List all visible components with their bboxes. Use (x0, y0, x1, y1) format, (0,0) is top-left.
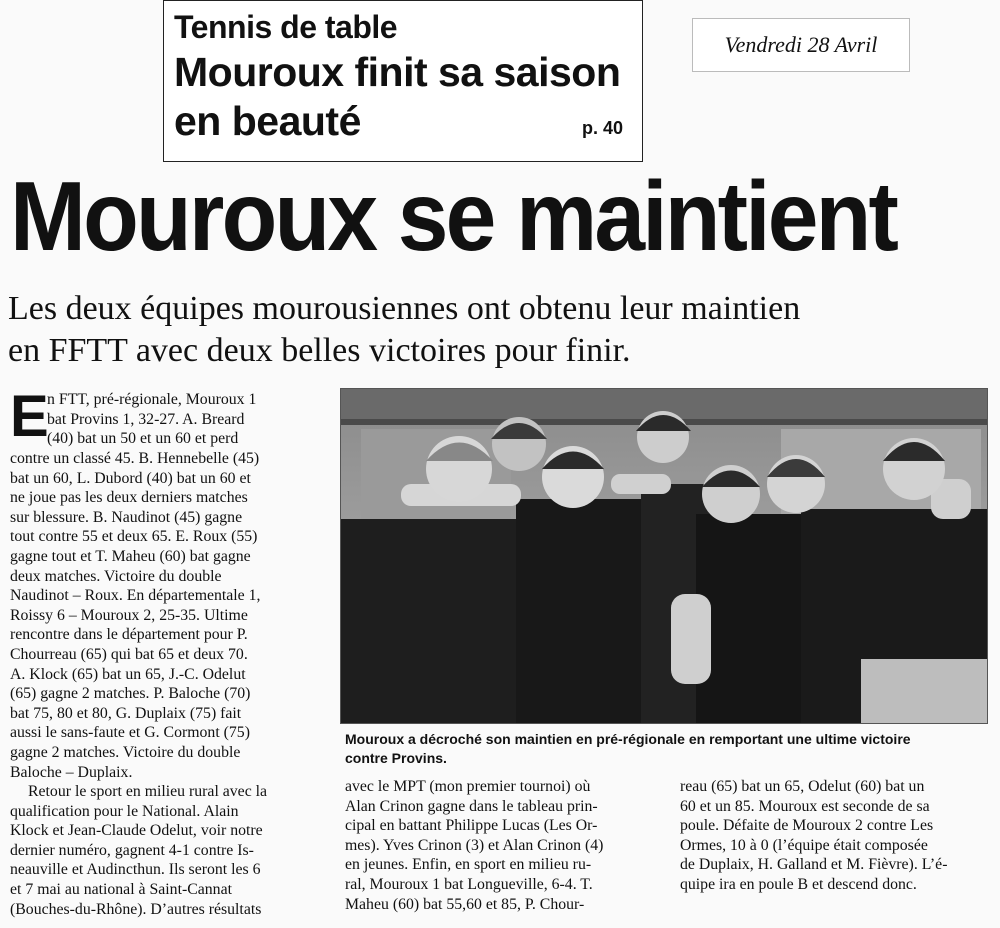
date-label: Vendredi 28 Avril (692, 18, 910, 72)
headline: Mouroux se maintient (10, 161, 897, 271)
text-line: contre un classé 45. B. Hennebelle (45) (10, 450, 260, 467)
text-line: (40) bat un 50 et un 60 et perd (47, 430, 239, 448)
text-line: rencontre dans le département pour P. (10, 626, 248, 644)
photo-caption (345, 730, 993, 768)
text-line: reau (65) bat un 65, Odelut (60) bat un (680, 778, 925, 795)
text-line: en jeunes. Enfin, en sport en milieu ru- (345, 856, 592, 874)
teaser-page-ref: p. 40 (582, 118, 624, 138)
text-line: gagne tout et T. Maheu (60) bat gagne (10, 547, 251, 565)
column-1-body (10, 449, 330, 919)
teaser-title-line-2: en beauté (174, 98, 361, 144)
text-line: (65) gagne 2 matches. P. Baloche (70) (10, 685, 251, 703)
text-line: 60 et un 85. Mouroux est seconde de sa (680, 797, 930, 815)
teaser-title-line-1: Mouroux finit sa saison (174, 49, 621, 95)
text-line: Maheu (60) bat 55,60 et 85, P. Chour- (345, 895, 585, 913)
text-line: (Bouches-du-Rhône). D’autres résultats (10, 900, 262, 918)
text-line: mes). Yves Crinon (3) et Alan Crinon (4) (345, 836, 604, 854)
caption-line-1: Mouroux a décroché son maintien en pré-régionale en remportant une ultime victoire (345, 731, 911, 747)
deck-line-2: en FFTT avec deux belles victoires pour finir. (8, 332, 631, 369)
text-line: ral, Mouroux 1 bat Longueville, 6-4. T. (345, 875, 593, 893)
text-line: ne joue pas les deux derniers matches (10, 489, 248, 507)
text-line: Baloche – Duplaix. (10, 763, 133, 781)
text-line: poule. Défaite de Mouroux 2 contre Les (680, 817, 934, 835)
text-line: Alan Crinon gagne dans le tableau prin- (345, 797, 598, 815)
text-line: Klock et Jean-Claude Odelut, voir notre (10, 822, 263, 840)
column-1-intro (47, 390, 330, 449)
text-line: n FTT, pré-régionale, Mouroux 1 (47, 391, 257, 408)
text-line: Chourreau (65) qui bat 65 et deux 70. (10, 645, 248, 663)
teaser-section: Tennis de table (174, 9, 398, 45)
teaser-box (163, 0, 643, 162)
text-line: de Duplaix, H. Galland et M. Fièvre). L’é- (680, 856, 948, 874)
text-line: bat 75, 80 et 80, G. Duplaix (75) fait (10, 704, 242, 722)
drop-cap: E (10, 384, 49, 449)
text-line: quipe ira en poule B et descend donc. (680, 875, 917, 893)
text-line: et 7 mai au national à Saint-Cannat (10, 881, 232, 899)
text-line: Ormes, 10 à 0 (l’équipe était composée (680, 836, 928, 854)
column-3 (680, 777, 992, 895)
text-line: cipal en battant Philippe Lucas (Les Or- (345, 817, 598, 835)
text-line: neauville et Audincthun. Ils seront les 6 (10, 861, 261, 879)
column-2 (345, 777, 675, 914)
text-line: deux matches. Victoire du double (10, 567, 222, 585)
text-line: tout contre 55 et deux 65. E. Roux (55) (10, 528, 258, 546)
text-line: bat Provins 1, 32-27. A. Breard (47, 410, 245, 428)
caption-line-2: contre Provins. (345, 750, 447, 766)
deck-line-1: Les deux équipes mourousiennes ont obtenu leur maintien (8, 290, 801, 327)
text-line: dernier numéro, gagnent 4-1 contre Is- (10, 841, 254, 859)
text-line: avec le MPT (mon premier tournoi) où (345, 778, 591, 795)
text-line: A. Klock (65) bat un 65, J.-C. Odelut (10, 665, 246, 683)
text-line: Roissy 6 – Mouroux 2, 25-35. Ultime (10, 606, 248, 624)
text-line: aussi le sans-faute et G. Cormont (75) (10, 724, 250, 742)
text-line: Retour le sport en milieu rural avec la (28, 783, 268, 801)
team-photo (340, 388, 988, 724)
text-line: sur blessure. B. Naudinot (45) gagne (10, 508, 243, 526)
text-line: Naudinot – Roux. En départementale 1, (10, 587, 261, 605)
text-line: qualification pour le National. Alain (10, 802, 239, 820)
text-line: bat un 60, L. Dubord (40) bat un 60 et (10, 469, 251, 487)
text-line: gagne 2 matches. Victoire du double (10, 743, 241, 761)
